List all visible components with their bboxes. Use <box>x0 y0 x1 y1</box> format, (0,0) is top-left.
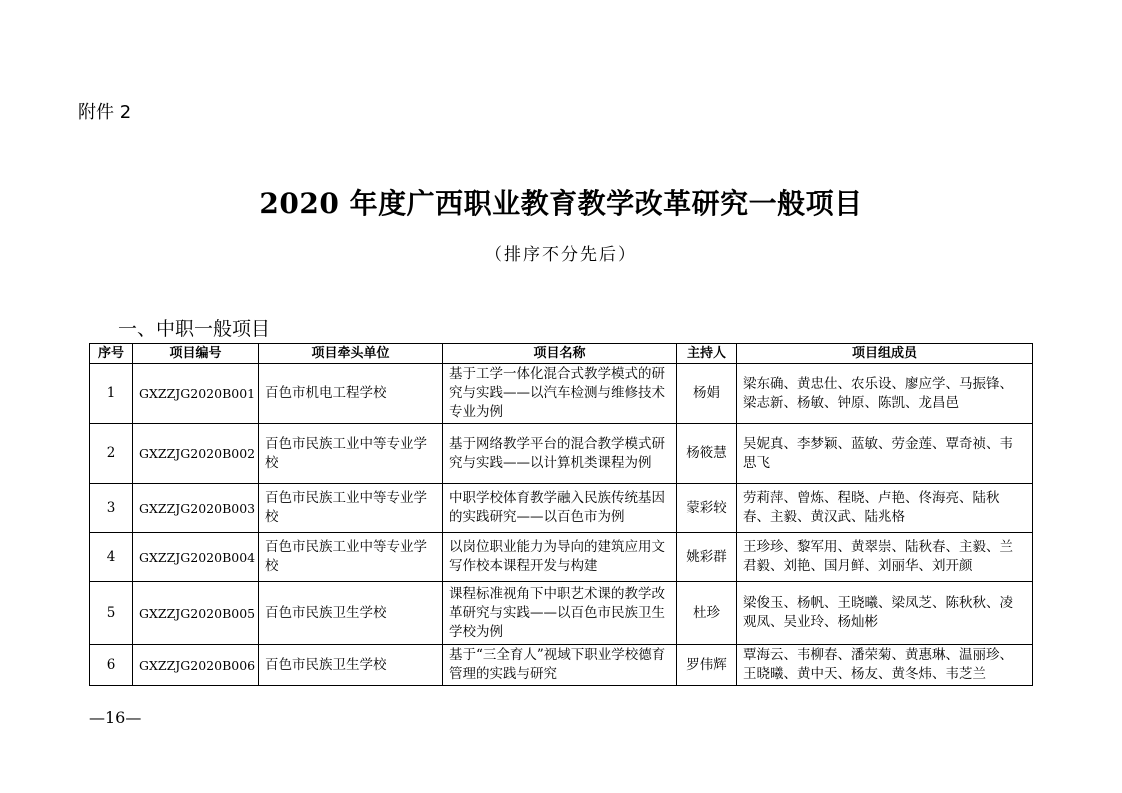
project-code: GXZZJG2020B003 <box>133 484 259 533</box>
project-members: 覃海云、韦柳春、潘荣菊、黄惠琳、温丽珍、王晓曦、黄中天、杨友、黄冬炜、韦芝兰 <box>737 645 1033 686</box>
project-name: 基于“三全育人”视域下职业学校德育管理的实践与研究 <box>443 645 677 686</box>
project-host: 蒙彩较 <box>677 484 737 533</box>
project-host: 杨娟 <box>677 364 737 424</box>
table-row <box>90 533 1033 582</box>
column-header-host: 主持人 <box>677 344 737 364</box>
project-host: 杨筱慧 <box>677 424 737 484</box>
lead-unit: 百色市机电工程学校 <box>259 364 443 424</box>
row-index: 6 <box>90 645 133 686</box>
project-code: GXZZJG2020B005 <box>133 582 259 645</box>
project-host: 姚彩群 <box>677 533 737 582</box>
project-code: GXZZJG2020B004 <box>133 533 259 582</box>
project-code: GXZZJG2020B006 <box>133 645 259 686</box>
project-members: 梁俊玉、杨帆、王晓曦、梁凤芝、陈秋秋、凌观凤、吴业玲、杨灿彬 <box>737 582 1033 645</box>
row-index: 4 <box>90 533 133 582</box>
row-index: 1 <box>90 364 133 424</box>
column-header-code: 项目编号 <box>133 344 259 364</box>
project-code: GXZZJG2020B002 <box>133 424 259 484</box>
project-name: 以岗位职业能力为导向的建筑应用文写作校本课程开发与构建 <box>443 533 677 582</box>
project-name: 基于网络教学平台的混合教学模式研究与实践——以计算机类课程为例 <box>443 424 677 484</box>
column-header-index: 序号 <box>90 344 133 364</box>
document-title: 2020 年度广西职业教育教学改革研究一般项目 <box>259 187 863 220</box>
project-name: 课程标准视角下中职艺术课的教学改革研究与实践——以百色市民族卫生学校为例 <box>443 582 677 645</box>
column-header-unit: 项目牵头单位 <box>259 344 443 364</box>
project-code: GXZZJG2020B001 <box>133 364 259 424</box>
project-members: 王珍珍、黎军用、黄翠崇、陆秋春、主毅、兰君毅、刘艳、国月鲜、刘丽华、刘开颜 <box>737 533 1033 582</box>
table-row <box>90 424 1033 484</box>
row-index: 3 <box>90 484 133 533</box>
page-number: —16— <box>89 708 142 727</box>
project-members: 劳莉萍、曾炼、程晓、卢艳、佟海亮、陆秋春、主毅、黄汉武、陆兆格 <box>737 484 1033 533</box>
lead-unit: 百色市民族工业中等专业学校 <box>259 424 443 484</box>
document-subtitle: （排序不分先后） <box>485 245 637 265</box>
table-header-row <box>90 344 1033 364</box>
table-row <box>90 582 1033 645</box>
lead-unit: 百色市民族卫生学校 <box>259 645 443 686</box>
lead-unit: 百色市民族工业中等专业学校 <box>259 533 443 582</box>
projects-table <box>89 343 1033 686</box>
project-members: 梁东确、黄忠仕、农乐设、廖应学、马振锋、梁志新、杨敏、钟原、陈凯、龙昌邑 <box>737 364 1033 424</box>
project-members: 吴妮真、李梦颖、蓝敏、劳金莲、覃奇祯、韦思飞 <box>737 424 1033 484</box>
project-name: 基于工学一体化混合式教学模式的研究与实践——以汽车检测与维修技术专业为例 <box>443 364 677 424</box>
section-heading: 一、中职一般项目 <box>118 318 271 340</box>
table-row <box>90 645 1033 686</box>
project-host: 罗伟辉 <box>677 645 737 686</box>
table-row <box>90 484 1033 533</box>
table-row <box>90 364 1033 424</box>
project-host: 杜珍 <box>677 582 737 645</box>
attachment-label: 附件 2 <box>78 102 132 123</box>
lead-unit: 百色市民族工业中等专业学校 <box>259 484 443 533</box>
column-header-members: 项目组成员 <box>737 344 1033 364</box>
column-header-name: 项目名称 <box>443 344 677 364</box>
project-name: 中职学校体育教学融入民族传统基因的实践研究——以百色市为例 <box>443 484 677 533</box>
row-index: 2 <box>90 424 133 484</box>
row-index: 5 <box>90 582 133 645</box>
lead-unit: 百色市民族卫生学校 <box>259 582 443 645</box>
